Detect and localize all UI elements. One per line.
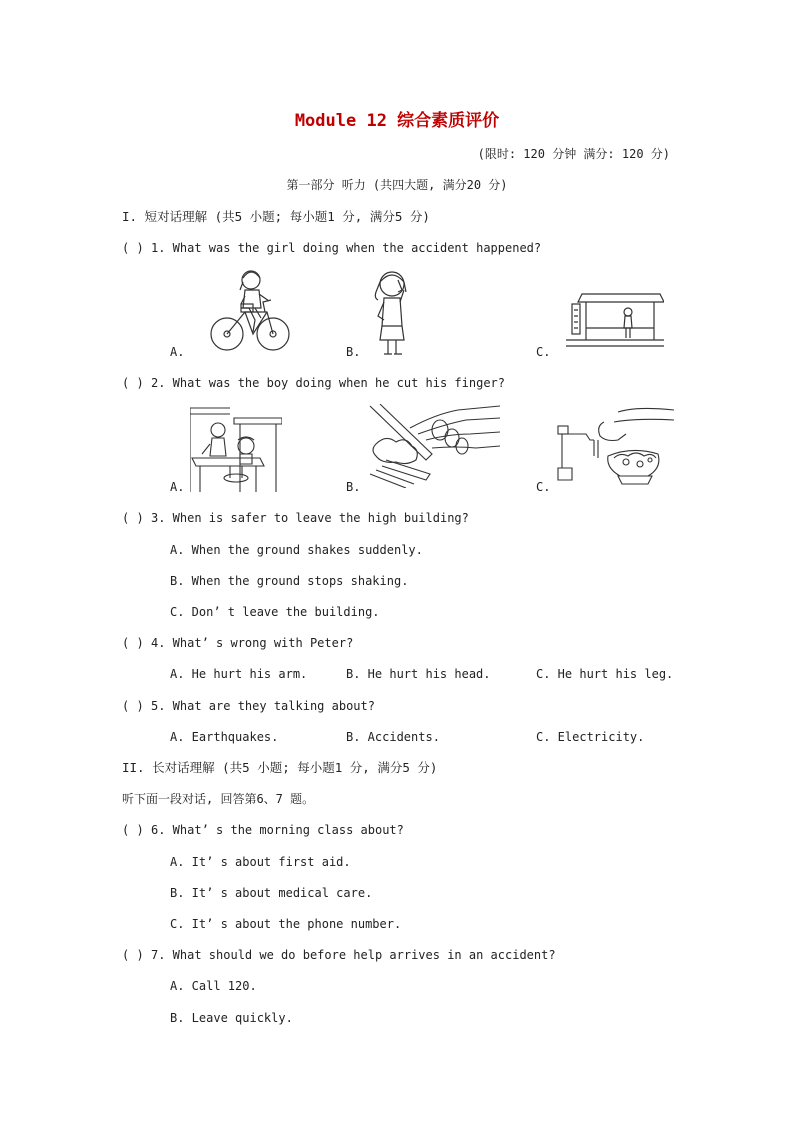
- question-1: 1. What was the girl doing when the accident happened?: [151, 241, 542, 255]
- washing-hands-icon: [556, 406, 674, 488]
- q6-option-c: C. It’ s about the phone number.: [170, 917, 402, 931]
- question-6: 6. What’ s the morning class about?: [151, 823, 404, 837]
- question-5: 5. What are they talking about?: [151, 699, 375, 713]
- phone-girl-icon: [368, 268, 414, 358]
- time-limit: (限时: 120 分钟 满分: 120 分): [477, 147, 670, 161]
- q3-option-c: C. Don’ t leave the building.: [170, 605, 380, 619]
- bicycle-girl-icon: [205, 268, 295, 354]
- q2-option-c: C.: [536, 480, 551, 494]
- knife-vegetables-icon: [366, 404, 500, 488]
- q6-option-b: B. It’ s about medical care.: [170, 886, 373, 900]
- q4-option-a: A. He hurt his arm.: [170, 667, 308, 681]
- q7-option-a: A. Call 120.: [170, 979, 257, 993]
- question-4: 4. What’ s wrong with Peter?: [151, 636, 354, 650]
- q4-option-b: B. He hurt his head.: [346, 667, 491, 681]
- question-7: 7. What should we do before help arrives in an accident?: [151, 948, 556, 962]
- q5-option-b: B. Accidents.: [346, 730, 440, 744]
- answer-blank-q4[interactable]: ( ): [122, 636, 144, 650]
- q7-option-b: B. Leave quickly.: [170, 1011, 293, 1025]
- q2-option-a: A.: [170, 480, 185, 494]
- bus-stop-girl-icon: [566, 290, 664, 354]
- question-3: 3. When is safer to leave the high building?: [151, 511, 469, 525]
- q4-option-c: C. He hurt his leg.: [536, 667, 674, 681]
- question-2: 2. What was the boy doing when he cut his finger?: [151, 376, 506, 390]
- q1-option-b: B.: [346, 345, 361, 359]
- q5-option-a: A. Earthquakes.: [170, 730, 279, 744]
- answer-blank-q6[interactable]: ( ): [122, 823, 144, 837]
- q1-option-a: A.: [170, 345, 185, 359]
- q3-option-b: B. When the ground stops shaking.: [170, 574, 409, 588]
- answer-blank-q5[interactable]: ( ): [122, 699, 144, 713]
- section2-heading: II. 长对话理解 (共5 小题; 每小题1 分, 满分5 分): [122, 760, 438, 775]
- part-heading: 第一部分 听力 (共四大题, 满分20 分): [286, 178, 508, 192]
- kitchen-boy-icon: [190, 404, 282, 492]
- section1-heading: I. 短对话理解 (共5 小题; 每小题1 分, 满分5 分): [122, 209, 430, 224]
- section2-intro: 听下面一段对话, 回答第6、7 题。: [122, 792, 315, 806]
- answer-blank-q3[interactable]: ( ): [122, 511, 144, 525]
- q3-option-a: A. When the ground shakes suddenly.: [170, 543, 423, 557]
- answer-blank-q1[interactable]: ( ): [122, 241, 144, 255]
- page-title: Module 12 综合素质评价: [294, 111, 500, 131]
- answer-blank-q2[interactable]: ( ): [122, 376, 144, 390]
- q1-option-c: C.: [536, 345, 551, 359]
- q6-option-a: A. It’ s about first aid.: [170, 855, 351, 869]
- q5-option-c: C. Electricity.: [536, 730, 645, 744]
- answer-blank-q7[interactable]: ( ): [122, 948, 144, 962]
- q2-option-b: B.: [346, 480, 361, 494]
